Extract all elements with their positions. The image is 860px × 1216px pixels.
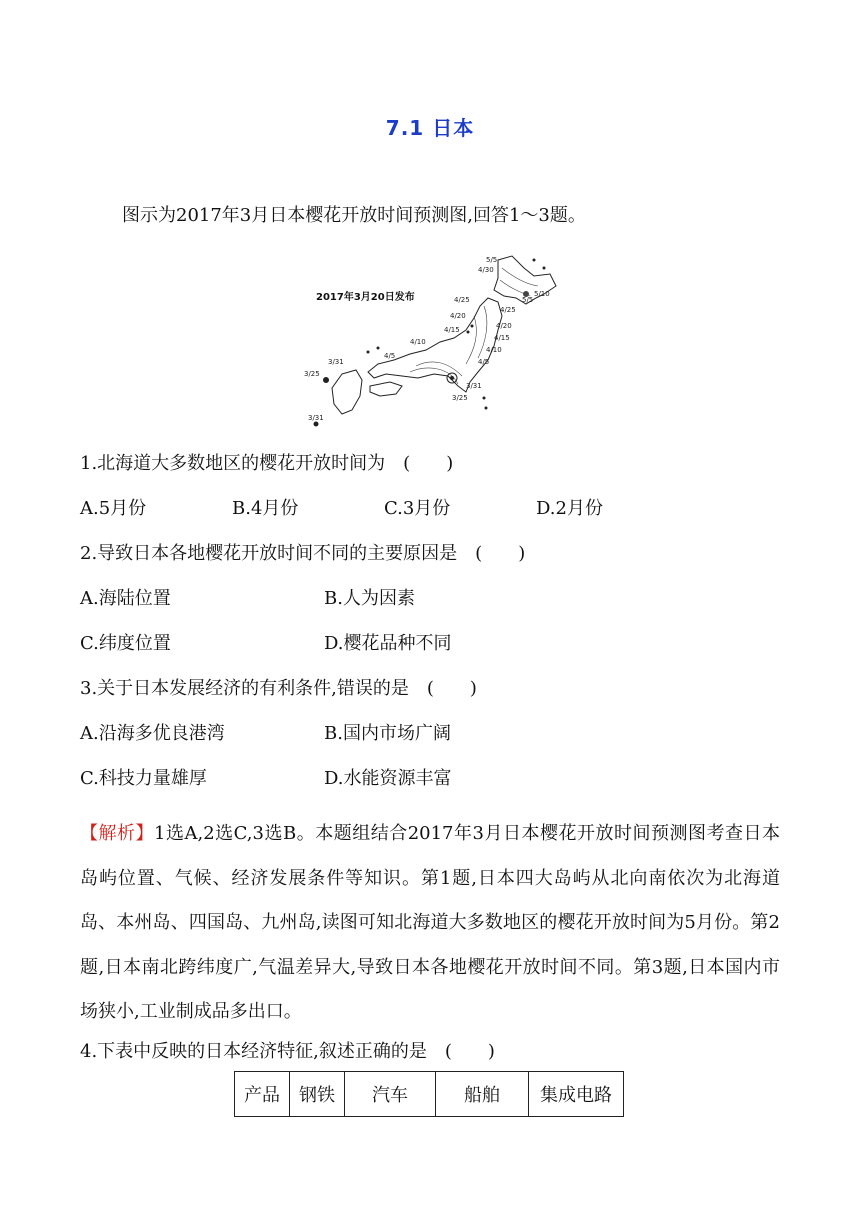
question-2-option-b: B.人为因素 — [324, 588, 415, 609]
map-label: 3/31 — [328, 358, 344, 366]
question-1-option-c: C.3月份 — [384, 498, 451, 519]
question-1-option-a: A.5月份 — [80, 498, 147, 519]
kyushu-shape — [332, 370, 362, 414]
question-3-stem: 3.关于日本发展经济的有利条件,错误的是 ( ) — [80, 678, 477, 699]
analysis-block — [80, 812, 780, 1035]
analysis-text: 1选A,2选C,3选B。本题组结合2017年3月日本樱花开放时间预测图考查日本岛屿位置、气候、经济发展条件等知识。第1题,日本四大岛屿从北向南依次为北海道岛、本州岛、四国岛、九州岛,读图可知北海道大多数地区的樱花开放时间为5月份。第2题,日本南北跨纬度广,气温差异大,导致日本各地樱花开放时间不同。第3题,日本国内市场狭小,工业制成品多出口。 — [80, 823, 780, 1022]
map-label: 4/30 — [478, 266, 494, 274]
question-3-option-d: D.水能资源丰富 — [324, 768, 452, 789]
map-label: 4/25 — [500, 306, 516, 314]
page-title: 7.1 日本 — [385, 116, 475, 140]
question-4-stem: 4.下表中反映的日本经济特征,叙述正确的是 ( ) — [80, 1041, 495, 1062]
map-label: 3/31 — [308, 414, 324, 422]
question-1-option-b: B.4月份 — [232, 498, 299, 519]
question-3-option-b: B.国内市场广阔 — [324, 723, 451, 744]
map-label: 4/25 — [454, 296, 470, 304]
table-cell: 产品 — [235, 1072, 290, 1117]
question-2-option-a: A.海陆位置 — [80, 588, 171, 609]
question-1-option-d: D.2月份 — [536, 498, 603, 519]
question-2-stem: 2.导致日本各地樱花开放时间不同的主要原因是 ( ) — [80, 543, 526, 564]
question-3-option-c: C.科技力量雄厚 — [80, 768, 207, 789]
map-caption: 2017年3月20日发布 — [316, 292, 415, 303]
map-label: 4/10 — [486, 346, 502, 354]
cherry-blossom-map — [298, 246, 560, 436]
map-label: 4/10 — [410, 338, 426, 346]
map-label: 4/15 — [494, 334, 510, 342]
map-label: 3/25 — [304, 370, 320, 378]
map-label: 5/5 — [486, 256, 498, 264]
honshu-shape — [368, 298, 502, 392]
question-2-option-d: D.樱花品种不同 — [324, 633, 452, 654]
map-label: 4/20 — [496, 322, 512, 330]
map-label: 3/31 — [466, 382, 482, 390]
table-cell: 汽车 — [345, 1072, 436, 1117]
question-2-option-c: C.纬度位置 — [80, 633, 171, 654]
map-label: 5/10 — [534, 290, 550, 298]
table-cell: 船舶 — [436, 1072, 529, 1117]
map-label: 4/5 — [478, 358, 490, 366]
question-1-stem: 1.北海道大多数地区的樱花开放时间为 ( ) — [80, 453, 454, 474]
map-label: 3/25 — [452, 394, 468, 402]
table-cell: 集成电路 — [529, 1072, 624, 1117]
map-label: 4/20 — [450, 312, 466, 320]
map-label: 5/5 — [522, 296, 534, 304]
shikoku-shape — [370, 382, 402, 396]
question-3-option-a: A.沿海多优良港湾 — [80, 723, 225, 744]
table-row — [235, 1072, 624, 1117]
table-cell: 钢铁 — [290, 1072, 345, 1117]
map-label: 4/5 — [384, 352, 396, 360]
intro-text: 图示为2017年3月日本樱花开放时间预测图,回答1～3题。 — [122, 205, 586, 226]
map-label: 4/15 — [444, 326, 460, 334]
analysis-tag: 【解析】 — [80, 823, 155, 844]
product-table — [234, 1071, 624, 1117]
